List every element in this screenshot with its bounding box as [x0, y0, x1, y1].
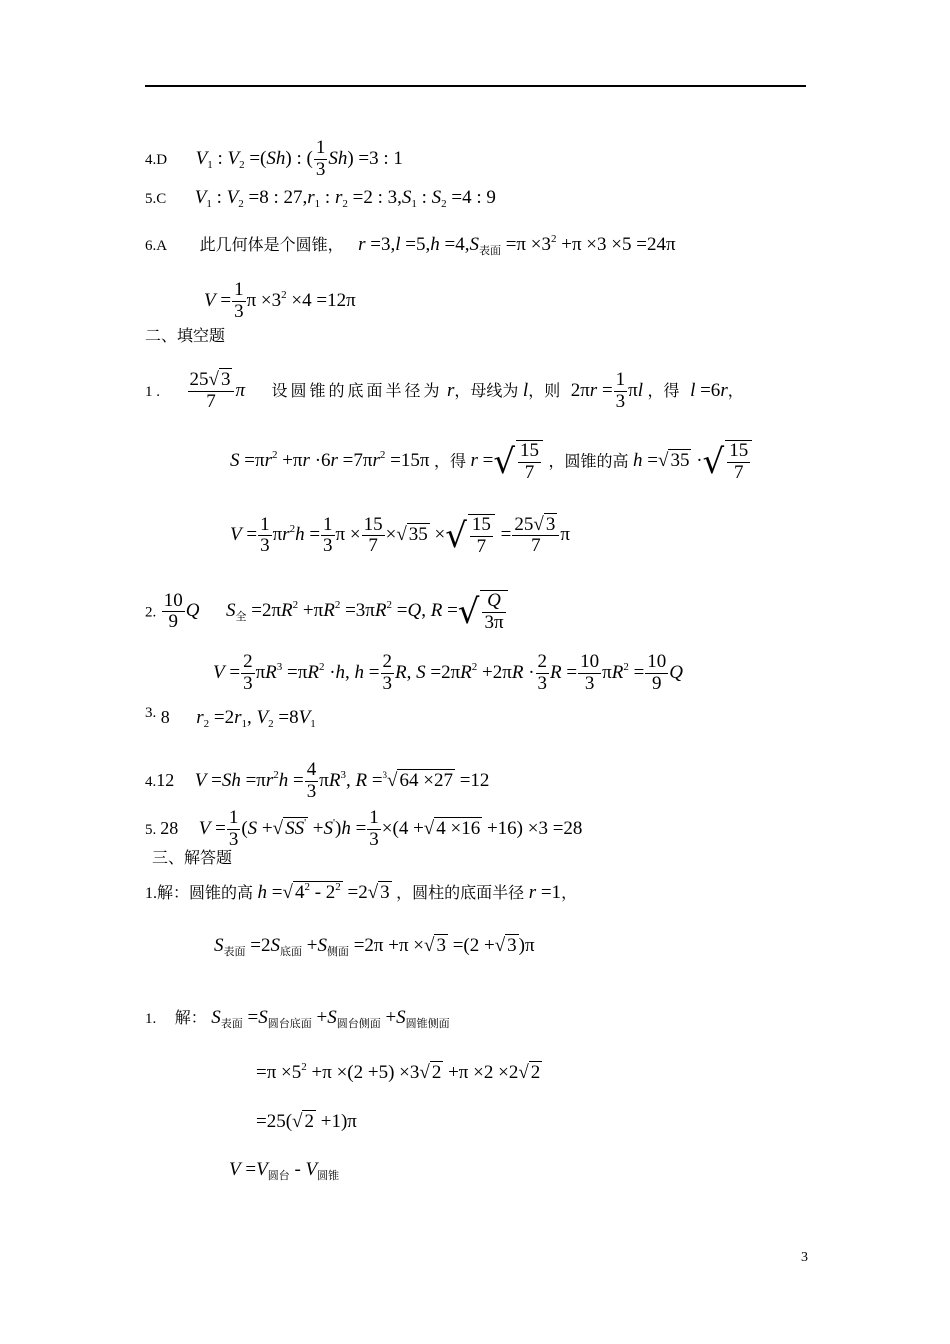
fill-q5-label: 5. [145, 821, 157, 838]
choice-q5 [145, 188, 496, 210]
choice-q5-formula: $V_1$ : $V_2 =8$ : $27,r_1$ : $r_2 =2$ : $3,S_1$ : $S_2 =4$ : 9 [194, 187, 496, 210]
fill-heading: 二、填空题 [145, 328, 226, 345]
fill-q1-area: $S =\pi r^2 +\pi r \cdot 6r =7\pi r^2 =15\pi$ ，得 r =√ $\frac{15}{7}$ ，圆锥的高 h =√ 35 ·√ $\frac{15}{7}$ [230, 440, 753, 484]
fill-q4: 4.12 $V =Sh =\pi r^2h$ = $\frac{4}{3}$ $\pi R^3$, R =$^3$√ 64 ×27 =12 [145, 759, 490, 802]
fill-q5: 5. 28 V = $\frac{1}{3}$ (S +√ SS' +S')h = $\frac{1}{3}$ ×(4 +√ 4 ×16 +16) ×3 =28 [145, 807, 583, 850]
fill-q1-volume: V = $\frac{1}{3}$ $\pi r^2h$ = $\frac{1}{3}$ π × $\frac{15}{7}$ ×√ 35 ×√ $\frac{15}{7}$ = $\frac{25√ 3}{7}$ π [230, 513, 570, 557]
choice-q4-formula: $V_1$ : $V_2 =(Sh)$ : ( $\frac{1}{3}$ Sh) =3 : 1 [195, 137, 403, 180]
solve-q1-label: 1.解： [145, 885, 190, 902]
solve-q2-step1: $=\pi \times 5^2 +\pi \times(2 +5) \times 3√$ 2 +π ×2 ×2√ 2 [256, 1061, 541, 1083]
solve-q2-label: 1. [145, 1011, 157, 1027]
fill-q2-label: 2. [145, 604, 157, 621]
choice-q5-label: 5.C [145, 191, 167, 207]
choice-q6-volume: V = $\frac{1}{3}$ $\pi \times 3^2 \times 4 =12\pi$ [204, 279, 356, 322]
solve-q2-step2: =25(√ 2 +1)π [256, 1111, 357, 1132]
choice-q4-label: 4.D [145, 151, 168, 168]
solve-q2-volume: $V =V_{圆台} - V_{圆锥}$ [229, 1159, 340, 1182]
solve-q1-area: $S_{表面} =2S_{底面} +S_{侧面} =2\pi +\pi$ ×√ 3 =(2 +√ 3 )π [214, 935, 535, 958]
fill-q2: 2. $\frac{10}{9}$ Q $S_全 =2\pi R^2 +\pi R^2 =3\pi R^2 =Q$, R =√ $\frac{Q}{3\pi}$ [145, 590, 509, 634]
solve-q2: 1. 解： $S_{表面} =S_{圆台底面} +S_{圆台侧面} +S_{圆锥侧面}$ [145, 1007, 450, 1030]
fill-q2-volume: V = $\frac{2}{3}$ $\pi R^3 =\pi R^2 \cdot h$, h = $\frac{2}{3}$ R, $S =2\pi R^2 +2\pi R$ · $\frac{2}{3}$ R = $\frac{10}{3}$ $\pi R^2$ = $\frac{10}{9}$ Q [213, 651, 684, 694]
choice-q4 [145, 138, 403, 181]
fill-q1-label: 1 . [145, 383, 160, 400]
choice-q6-formula: $r =3,l =5,h =4,S_{表面} =\pi \times 3^2 +\pi \times 3 \times 5 =24\pi$ [358, 233, 676, 257]
fill-q4-label: 4. [145, 773, 157, 790]
fill-q3-label: 3. [145, 705, 157, 721]
choice-q6 [145, 234, 676, 257]
solve-q1: 1.解：圆锥的高 h =√ $4^2 - 2^2 =2√$ 3 ，圆柱的底面半径 r =1， [145, 881, 578, 903]
fill-q1: 1 . $\frac{25√ 3}{7}$ π 设圆锥的底面半径为 r，母线为 l，则 2πr = $\frac{1}{3}$ πl ，得 l =6r， [145, 369, 744, 412]
choice-q6-text: 此几何体是个圆锥， [199, 237, 344, 254]
page-number: 3 [801, 1250, 808, 1265]
solve-heading: 三、解答题 [152, 850, 233, 867]
choice-q6-label: 6.A [145, 238, 168, 254]
header-rule [145, 85, 806, 87]
fill-q3: $^{3.}$ 8 $r_2 =2r_1$, $V_2 =8V_1$ [145, 705, 316, 730]
